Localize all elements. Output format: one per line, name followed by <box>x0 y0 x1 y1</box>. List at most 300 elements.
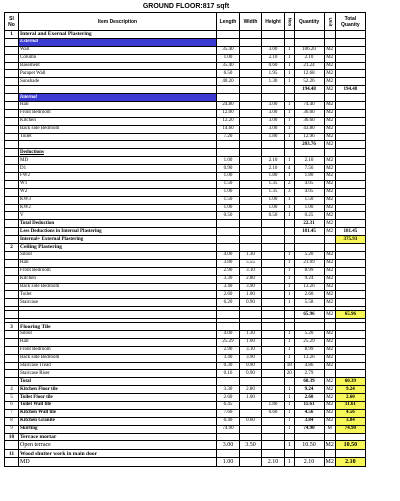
cell-quantity: 8.99 <box>294 346 324 354</box>
cell-sl <box>5 346 19 354</box>
cell-description: Internal <box>19 94 217 102</box>
cell-unit: M2 <box>324 46 335 54</box>
cell-length <box>217 236 240 244</box>
cell-quantity: 1.50 <box>294 196 324 204</box>
cell-nos: 1 <box>285 78 295 86</box>
cell-description: Interal and Exernal Plastering <box>19 31 217 39</box>
cell-length: 1.00 <box>217 204 240 212</box>
table-row <box>5 228 366 236</box>
cell-unit: M2 <box>324 259 335 267</box>
cell-sl: 9 <box>5 425 19 433</box>
cell-total <box>335 94 365 102</box>
table-row <box>5 311 366 319</box>
cell-length <box>217 228 240 236</box>
cell-length: 12.20 <box>217 117 240 125</box>
cell-quantity: 43.80 <box>294 125 324 133</box>
cell-nos: 1 <box>285 267 295 275</box>
cell-unit <box>324 450 335 458</box>
cell-unit: M2 <box>324 117 335 125</box>
cell-sl <box>5 54 19 62</box>
cell-unit <box>324 149 335 157</box>
cell-description: Staircase Tread <box>19 362 217 370</box>
table-row <box>5 173 366 181</box>
cell-total: 60.39 <box>335 378 365 386</box>
header-unit <box>324 13 335 31</box>
cell-length: 1.00 <box>217 458 240 467</box>
cell-length: 12.00 <box>217 109 240 117</box>
table-row <box>5 338 366 346</box>
header-quantity: Quantity <box>294 13 324 31</box>
header-width: Width <box>240 13 262 31</box>
cell-sl: 3 <box>5 323 19 331</box>
cell-height <box>262 275 285 283</box>
table-row <box>5 212 366 220</box>
cell-nos <box>285 433 295 441</box>
cell-sl <box>5 141 19 149</box>
cell-sl: 5 <box>5 394 19 402</box>
cell-total <box>335 362 365 370</box>
cell-nos: 1 <box>285 458 295 467</box>
cell-description: KW3 <box>19 196 217 204</box>
cell-quantity: 1.00 <box>294 204 324 212</box>
cell-length: 4.00 <box>217 330 240 338</box>
cell-sl <box>5 109 19 117</box>
cell-unit: M2 <box>324 299 335 307</box>
cell-description: Back side Bedroom <box>19 283 217 291</box>
cell-nos: 1 <box>285 157 295 165</box>
cell-height: 1.35 <box>262 180 285 188</box>
cell-nos: 1 <box>285 109 295 117</box>
cell-sl <box>5 220 19 228</box>
cell-nos: 1 <box>285 283 295 291</box>
cell-quantity: 13.26 <box>294 283 324 291</box>
cell-description: Toilet <box>19 291 217 299</box>
cell-quantity: 2.60 <box>294 291 324 299</box>
cell-description: Front Bedroom <box>19 267 217 275</box>
cell-length: 7.60 <box>217 409 240 417</box>
table-row <box>5 299 366 307</box>
cell-quantity: 2.10 <box>294 458 324 467</box>
cell-height <box>262 362 285 370</box>
cell-description: Internal+ External Plastering <box>19 236 217 244</box>
table-row <box>5 54 366 62</box>
cell-height <box>262 330 285 338</box>
table-row <box>5 267 366 275</box>
cell-height: 1.00 <box>262 196 285 204</box>
cell-unit: M2 <box>324 109 335 117</box>
cell-unit: M2 <box>325 459 334 466</box>
cell-height <box>262 220 285 228</box>
cell-length: 3.40 <box>217 354 240 362</box>
cell-description: Front Bedroom <box>19 109 217 117</box>
cell-sl <box>5 212 19 220</box>
cell-quantity: 9.24 <box>294 386 324 394</box>
cell-unit: M2 <box>324 291 335 299</box>
table-row <box>5 86 366 94</box>
cell-width: 3.10 <box>240 267 262 275</box>
cell-height: 3.00 <box>262 109 285 117</box>
table-row <box>5 62 366 70</box>
table-row <box>5 133 366 141</box>
cell-sl <box>5 165 19 173</box>
cell-length <box>217 450 240 458</box>
cell-width <box>240 173 262 181</box>
cell-width <box>240 78 262 86</box>
cell-nos: 1 <box>285 259 295 267</box>
cell-nos <box>285 38 295 46</box>
cell-total: 65.96 <box>335 311 365 319</box>
cell-height: 1.80 <box>262 401 285 409</box>
cell-quantity: 52.26 <box>294 78 324 86</box>
cell-width <box>240 220 262 228</box>
cell-nos: 18 <box>285 362 295 370</box>
cell-height <box>262 267 285 275</box>
cell-length: 24.80 <box>217 102 240 110</box>
cell-total <box>335 157 365 165</box>
cell-unit: M <box>324 425 335 433</box>
table-row <box>5 401 366 409</box>
cell-quantity: 4.56 <box>294 409 324 417</box>
cell-nos <box>285 149 295 157</box>
cell-description: Flooring Tile <box>19 323 217 331</box>
cell-nos <box>285 31 295 39</box>
cell-nos <box>285 323 295 331</box>
cell-quantity <box>294 323 324 331</box>
cell-width: 3.50 <box>240 441 262 450</box>
cell-nos: 1 <box>285 133 295 141</box>
cell-nos <box>285 228 295 236</box>
header-total: Total Quanity <box>335 13 365 31</box>
cell-unit <box>324 94 335 102</box>
cell-sl: 8 <box>5 417 19 425</box>
cell-height <box>262 378 285 386</box>
cell-total <box>335 259 365 267</box>
cell-width: 1.30 <box>240 251 262 259</box>
cell-total <box>335 291 365 299</box>
cell-total: 10.50 <box>335 441 365 450</box>
table-row <box>5 188 366 196</box>
cell-width <box>240 180 262 188</box>
cell-width <box>240 204 262 212</box>
cell-unit: M2 <box>324 86 335 94</box>
cell-width: 3.10 <box>240 346 262 354</box>
cell-unit: M2 <box>324 378 335 386</box>
cell-sl <box>5 173 19 181</box>
cell-total: 3.84 <box>335 417 365 425</box>
cell-sl <box>5 38 19 46</box>
cell-width: 0.90 <box>240 299 262 307</box>
cell-nos: 1 <box>285 346 295 354</box>
cell-nos <box>285 244 295 252</box>
cell-nos: 20 <box>285 370 295 378</box>
cell-unit: M2 <box>325 442 334 449</box>
cell-nos: 1 <box>285 425 295 433</box>
cell-width: 1.30 <box>240 330 262 338</box>
cell-sl <box>5 354 19 362</box>
cell-nos: 1 <box>285 70 295 78</box>
cell-total <box>335 117 365 125</box>
cell-total <box>335 109 365 117</box>
cell-sl: 2 <box>5 244 19 252</box>
cell-width: 2.80 <box>240 386 262 394</box>
cell-description: V <box>19 212 217 220</box>
cell-height: 3.00 <box>262 46 285 54</box>
cell-nos: 1 <box>285 409 295 417</box>
cell-total <box>335 323 365 331</box>
table-row <box>5 251 366 259</box>
cell-height: 1.80 <box>262 173 285 181</box>
cell-unit: M2 <box>324 311 335 319</box>
cell-total <box>335 299 365 307</box>
cell-width <box>240 157 262 165</box>
table-row <box>5 46 366 54</box>
cell-height <box>262 141 285 149</box>
cell-unit <box>324 31 335 39</box>
table-row <box>5 109 366 117</box>
cell-height <box>262 346 285 354</box>
cell-quantity: 5.20 <box>294 330 324 338</box>
cell-length: 6.40 <box>217 417 240 425</box>
cell-length <box>217 31 240 39</box>
cell-length: 2.90 <box>217 346 240 354</box>
table-row <box>5 409 366 417</box>
cell-length: 35.40 <box>217 62 240 70</box>
cell-height <box>262 311 285 319</box>
cell-description: Wall <box>19 46 217 54</box>
cell-description: Ceiling Plastering <box>19 244 217 252</box>
cell-sl <box>5 204 19 212</box>
cell-unit: M2 <box>324 362 335 370</box>
cell-unit: M2 <box>324 173 335 181</box>
cell-width <box>240 70 262 78</box>
cell-unit: M2 <box>324 275 335 283</box>
cell-quantity: 203.76 <box>294 141 324 149</box>
cell-width <box>240 54 262 62</box>
cell-length <box>217 94 240 102</box>
cell-description: FW2 <box>19 173 217 181</box>
cell-sl <box>5 370 19 378</box>
cell-description: Kitchen <box>19 275 217 283</box>
cell-sl <box>5 275 19 283</box>
cell-length: 1.00 <box>217 188 240 196</box>
estimate-table <box>4 12 366 467</box>
cell-quantity <box>294 450 324 458</box>
cell-height <box>262 370 285 378</box>
cell-total <box>335 173 365 181</box>
cell-total: 194.48 <box>335 86 365 94</box>
cell-description: Wood shutter work in main door <box>19 450 217 458</box>
cell-width <box>240 378 262 386</box>
cell-width <box>240 433 262 441</box>
cell-sl <box>5 311 19 319</box>
cell-length <box>217 86 240 94</box>
cell-nos: 1 <box>285 330 295 338</box>
cell-height <box>262 259 285 267</box>
cell-quantity: 22.31 <box>294 220 324 228</box>
cell-length: 1.50 <box>217 196 240 204</box>
cell-total <box>335 251 365 259</box>
cell-width <box>240 228 262 236</box>
cell-total <box>335 31 365 39</box>
cell-height <box>262 338 285 346</box>
cell-unit: M2 <box>324 251 335 259</box>
cell-nos: 1 <box>285 212 295 220</box>
cell-nos: 1 <box>285 291 295 299</box>
cell-quantity: 60.39 <box>294 378 324 386</box>
cell-description <box>19 141 217 149</box>
table-row <box>5 244 366 252</box>
table-row <box>5 141 366 149</box>
cell-sl <box>5 94 19 102</box>
cell-length: 1.50 <box>217 180 240 188</box>
cell-unit: M2 <box>324 188 335 196</box>
cell-height <box>262 251 285 259</box>
table-row <box>5 370 366 378</box>
cell-width: 1.00 <box>240 338 262 346</box>
cell-length: 6.20 <box>217 299 240 307</box>
cell-quantity: 5.20 <box>294 251 324 259</box>
cell-unit <box>324 236 335 244</box>
cell-description: Back side Bedroom <box>19 125 217 133</box>
cell-sl <box>5 338 19 346</box>
cell-height <box>262 425 285 433</box>
cell-quantity: 10.50 <box>294 441 324 450</box>
cell-sl <box>5 196 19 204</box>
cell-length: 3.80 <box>217 259 240 267</box>
header-length: Length <box>217 13 240 31</box>
cell-nos <box>285 311 295 319</box>
cell-sl <box>5 78 19 86</box>
cell-height <box>262 386 285 394</box>
cell-quantity: 12.68 <box>294 70 324 78</box>
cell-total: 4.56 <box>335 409 365 417</box>
cell-description: Front Bedroom <box>19 346 217 354</box>
cell-total <box>335 188 365 196</box>
cell-width <box>240 31 262 39</box>
cell-description <box>19 86 217 94</box>
cell-length: 14.60 <box>217 125 240 133</box>
cell-unit: M2 <box>324 102 335 110</box>
cell-nos: 1 <box>285 196 295 204</box>
cell-height <box>262 244 285 252</box>
cell-description: MD <box>19 458 217 467</box>
cell-sl: 11 <box>5 450 19 458</box>
cell-quantity <box>294 149 324 157</box>
cell-total <box>335 165 365 173</box>
table-row <box>5 441 366 450</box>
cell-nos: 1 <box>285 338 295 346</box>
cell-sl <box>5 188 19 196</box>
cell-unit: M2 <box>324 401 335 409</box>
cell-width <box>240 102 262 110</box>
cell-nos: 1 <box>285 62 295 70</box>
cell-height: 1.00 <box>262 204 285 212</box>
cell-description: W1 <box>19 180 217 188</box>
cell-width: 0.90 <box>240 370 262 378</box>
table-row <box>5 196 366 204</box>
cell-total <box>335 244 365 252</box>
cell-length <box>217 149 240 157</box>
cell-nos: 1 <box>285 54 295 62</box>
cell-total: 375.93 <box>335 236 365 244</box>
cell-sl: 7 <box>5 409 19 417</box>
cell-sl <box>5 299 19 307</box>
cell-total <box>335 204 365 212</box>
cell-total <box>335 283 365 291</box>
cell-width <box>240 149 262 157</box>
cell-unit: M2 <box>324 62 335 70</box>
cell-width <box>240 109 262 117</box>
cell-unit: M2 <box>324 180 335 188</box>
cell-length: 2.60 <box>217 394 240 402</box>
table-row <box>5 117 366 125</box>
cell-unit: M2 <box>324 78 335 86</box>
cell-height <box>262 291 285 299</box>
cell-description: Open terrace <box>19 441 217 450</box>
table-row <box>5 330 366 338</box>
cell-quantity: 36.00 <box>294 109 324 117</box>
sheet-title: GROUND FLOOR:817 sqft <box>142 3 230 10</box>
cell-sl <box>5 259 19 267</box>
cell-width <box>240 458 262 467</box>
cell-total <box>335 38 365 46</box>
cell-total <box>335 354 365 362</box>
cell-description <box>19 311 217 319</box>
cell-quantity: 65.96 <box>294 311 324 319</box>
cell-sl <box>5 330 19 338</box>
cell-width <box>240 165 262 173</box>
cell-height <box>262 283 285 291</box>
cell-quantity: 2.60 <box>294 394 324 402</box>
cell-quantity: 21.24 <box>294 62 324 70</box>
table-row <box>5 180 366 188</box>
cell-width <box>240 311 262 319</box>
cell-length <box>217 378 240 386</box>
cell-total <box>335 54 365 62</box>
cell-unit: M2 <box>324 267 335 275</box>
cell-height <box>262 149 285 157</box>
cell-width: 1.00 <box>240 394 262 402</box>
cell-length: 0.50 <box>217 212 240 220</box>
cell-unit: M2 <box>324 141 335 149</box>
cell-width: 3.90 <box>240 354 262 362</box>
table-row <box>5 291 366 299</box>
cell-sl <box>5 378 19 386</box>
cell-sl: 6 <box>5 401 19 409</box>
cell-height: 3.00 <box>262 117 285 125</box>
cell-length: 2.90 <box>217 267 240 275</box>
cell-unit: M2 <box>324 54 335 62</box>
table-row <box>5 157 366 165</box>
cell-nos: 1 <box>285 125 295 133</box>
cell-quantity <box>294 31 324 39</box>
cell-length: 1.00 <box>217 173 240 181</box>
table-row <box>5 220 366 228</box>
cell-sl <box>5 180 19 188</box>
cell-total <box>335 433 365 441</box>
table-row <box>5 125 366 133</box>
cell-height: 3.00 <box>262 102 285 110</box>
cell-height: 0.60 <box>262 62 285 70</box>
cell-unit <box>324 38 335 46</box>
cell-sl <box>5 251 19 259</box>
cell-description: KW2 <box>19 204 217 212</box>
cell-description: Skirting <box>19 425 217 433</box>
header-description: Item Description <box>19 13 217 31</box>
cell-quantity: 2.79 <box>294 370 324 378</box>
cell-description: Hall <box>19 259 217 267</box>
table-row <box>5 165 366 173</box>
